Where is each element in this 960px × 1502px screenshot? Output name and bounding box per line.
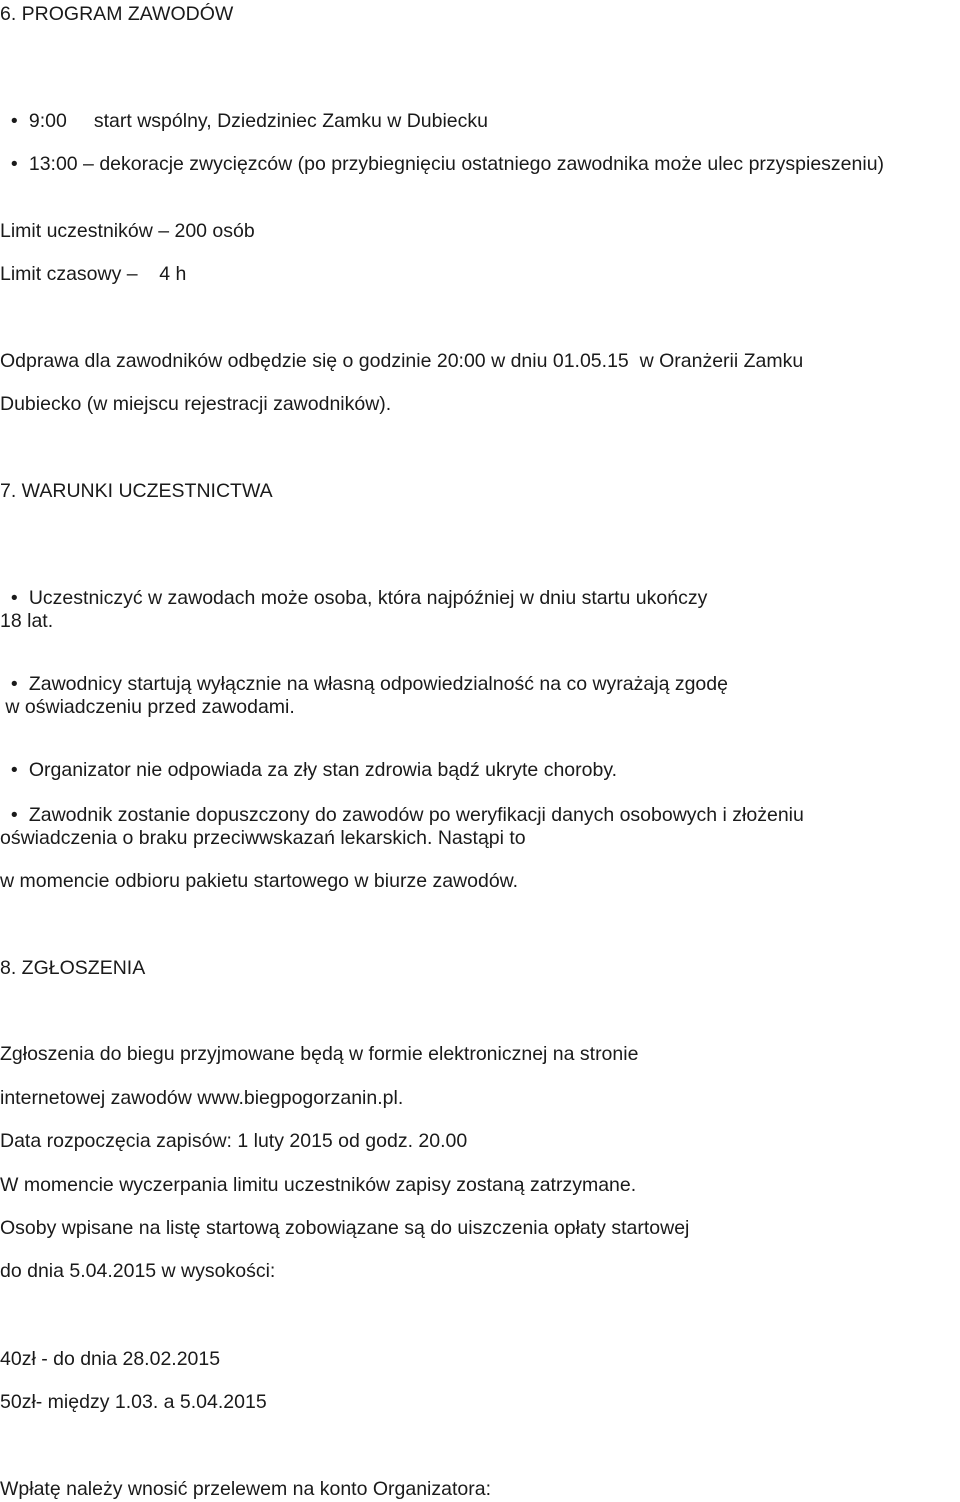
condition-verification-line-2: oświadczenia o braku przeciwwskazań lekarskich. Nastąpi to — [0, 827, 526, 849]
condition-responsibility-text: Zawodnicy startują wyłącznie na własną odpowiedzialność na co wyrażają zgodę — [28, 672, 728, 695]
condition-age-text: Uczestniczyć w zawodach może osoba, która najpóźniej w dniu startu ukończy — [28, 586, 708, 609]
payment-note: Wpłatę należy wnosić przelewem na konto Organizatora: — [0, 1478, 491, 1500]
fee-tier-2: 50zł- między 1.03. a 5.04.2015 — [0, 1391, 267, 1413]
program-item-awards — [0, 135, 884, 174]
program-item-start — [0, 92, 488, 131]
limit-participants: Limit uczestników – 200 osób — [0, 220, 255, 242]
bullet-icon: • — [10, 672, 18, 695]
fee-intro-line-1: Osoby wpisane na listę startową zobowiązane są do uiszczenia opłaty startowej — [0, 1217, 690, 1239]
condition-verification-line-3: w momencie odbioru pakietu startowego w biurze zawodów. — [0, 870, 519, 892]
program-item-awards-text: 13:00 – dekoracje zwycięzców (po przybiegnięciu ostatniego zawodnika może ulec przyspieszeniu) — [28, 152, 885, 175]
section-6-heading: 6. PROGRAM ZAWODÓW — [0, 3, 234, 25]
bullet-icon: • — [10, 803, 18, 826]
condition-verification — [0, 786, 804, 825]
briefing-line-1: Odprawa dla zawodników odbędzie się o godzinie 20:00 w dniu 01.05.15 w Oranżerii Zamku — [0, 350, 804, 372]
limit-time: Limit czasowy – 4 h — [0, 263, 187, 285]
bullet-icon: • — [10, 109, 18, 132]
section-8-heading: 8. ZGŁOSZENIA — [0, 957, 146, 979]
registration-start-date: Data rozpoczęcia zapisów: 1 luty 2015 od godz. 20.00 — [0, 1130, 468, 1152]
condition-responsibility-line-2: w oświadczeniu przed zawodami. — [0, 696, 295, 718]
condition-verification-text: Zawodnik zostanie dopuszczony do zawodów po weryfikacji danych osobowych i złożeniu — [28, 803, 804, 826]
bullet-icon: • — [10, 586, 18, 609]
briefing-line-2: Dubiecko (w miejscu rejestracji zawodników). — [0, 393, 392, 415]
condition-health — [0, 741, 617, 780]
fee-tier-1: 40zł - do dnia 28.02.2015 — [0, 1348, 221, 1370]
program-item-start-text: 9:00 start wspólny, Dziedziniec Zamku w Dubiecku — [28, 109, 488, 132]
bullet-icon: • — [10, 758, 18, 781]
bullet-icon: • — [10, 152, 18, 175]
fee-intro-line-2: do dnia 5.04.2015 w wysokości: — [0, 1260, 276, 1282]
condition-health-text: Organizator nie odpowiada za zły stan zdrowia bądź ukryte choroby. — [28, 758, 618, 781]
section-7-heading: 7. WARUNKI UCZESTNICTWA — [0, 480, 273, 502]
condition-responsibility — [0, 655, 728, 694]
registration-line-1: Zgłoszenia do biegu przyjmowane będą w formie elektronicznej na stronie — [0, 1043, 639, 1065]
condition-age — [0, 569, 707, 608]
condition-age-line-2: 18 lat. — [0, 610, 54, 632]
registration-line-2: internetowej zawodów www.biegpogorzanin.pl. — [0, 1087, 404, 1109]
registration-limit-note: W momencie wyczerpania limitu uczestników zapisy zostaną zatrzymane. — [0, 1174, 637, 1196]
